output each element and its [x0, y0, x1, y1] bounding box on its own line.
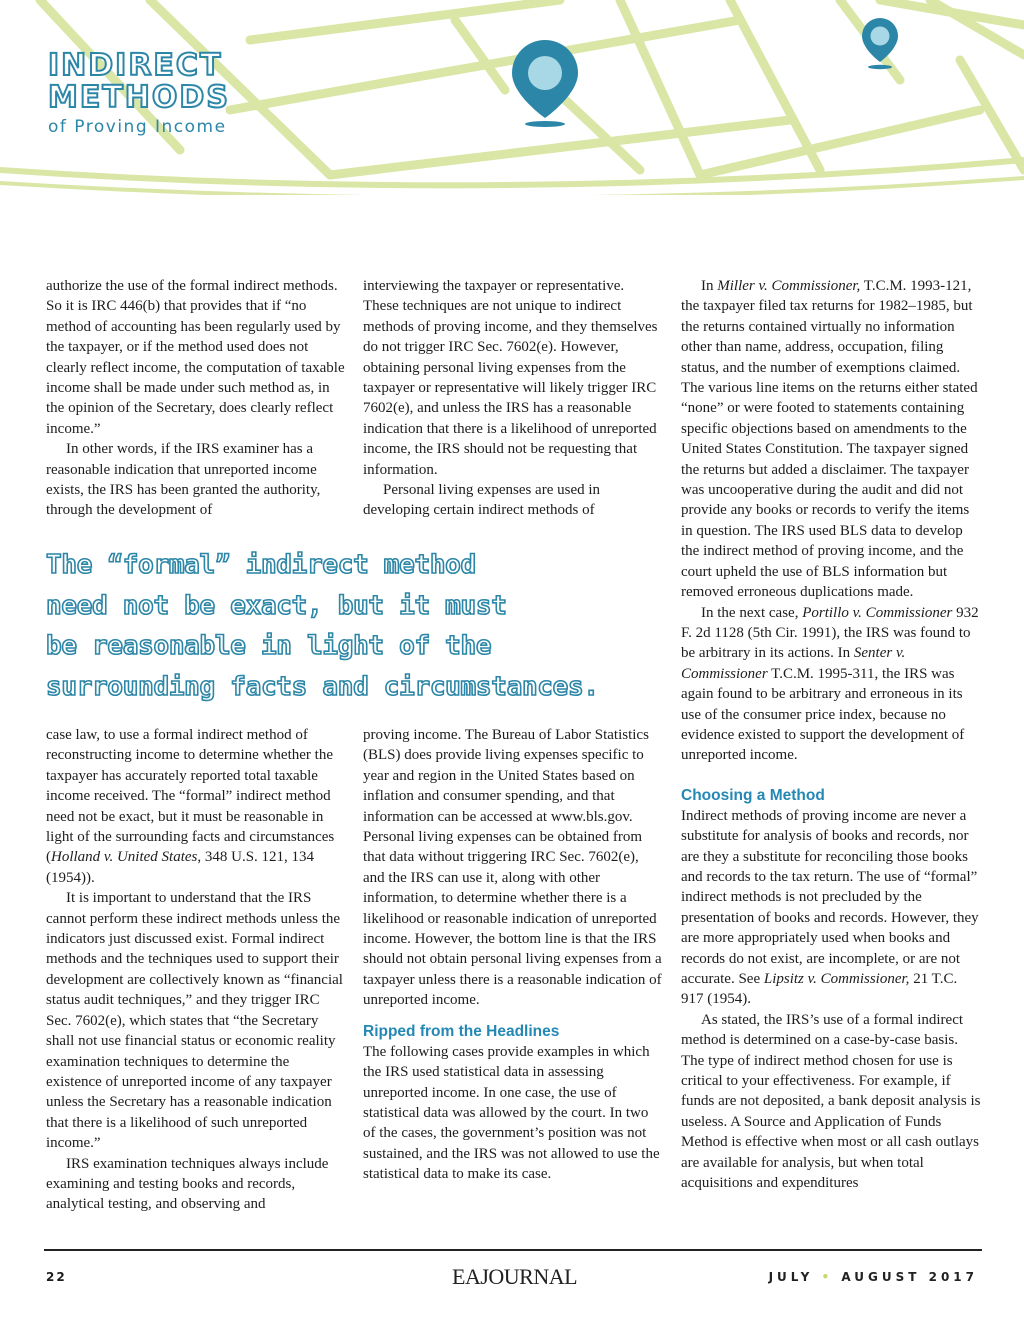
text-run: In the next case, — [701, 604, 803, 621]
footer-divider — [44, 1249, 982, 1251]
case-citation: Senter v. Commissioner — [681, 645, 906, 682]
text-run: 932 F. 2d 1128 (5th Cir. 1991), the IRS was found to be arbitrary in its actions. In — [681, 604, 979, 662]
column-1-bottom — [46, 725, 346, 1215]
text-run: Indirect methods of proving income are never a substitute for analysis of books and records, nor are they a substitute for reconciling those books and records to the tax return. The use of “formal” indirect methods is not precluded by the presentation of books and records. However, they are more appropriately used when books and records do not exist, are incomplete, or are not accurate. See — [681, 807, 979, 987]
issue-date — [769, 1270, 978, 1284]
page-number: 22 — [46, 1270, 67, 1284]
case-citation: Portillo v. Commissioner — [802, 604, 953, 621]
paragraph: authorize the use of the formal indirect methods. So it is IRC 446(b) that provides that if “no method of accounting has been regularly used by the taxpayer, or if the method used does not clearly reflect income, the computation of taxable income shall be made under such method as, in the opinion of the Secretary, does clearly reflect income.” — [46, 278, 345, 437]
section-heading: Choosing a Method — [681, 786, 825, 804]
pull-quote-line: be reasonable in light of the — [46, 631, 492, 661]
header-banner — [0, 0, 1024, 195]
large-map-pin-icon — [512, 40, 578, 127]
text-run: 21 T.C. 917 (1954). — [681, 971, 958, 1008]
separator-dot: • — [821, 1270, 834, 1284]
paragraph: Personal living expenses are used in developing certain indirect methods of — [363, 482, 601, 519]
journal-logo: EAJOURNAL — [452, 1264, 578, 1289]
pull-quote — [46, 545, 676, 707]
paragraph — [681, 806, 981, 1010]
pull-quote-line: surrounding facts and circumstances. — [46, 671, 599, 702]
logo-title-line2: METHODS — [48, 80, 230, 115]
text-run: In — [701, 278, 718, 294]
column-2-bottom — [363, 725, 663, 1185]
pull-quote-line: The “formal” indirect method — [46, 550, 476, 580]
logo-title-line1: INDIRECT — [48, 48, 223, 83]
paragraph: proving income. The Bureau of Labor Statistics (BLS) does provide living expenses specific to year and region in the United States based on inflation and consumer spending, and that information can be accessed at www.bls.gov. Personal living expenses can be obtained from that data without triggering IRC Sec. 7602(e), and the IRS can use it, along with other information, to determine whether there is a likelihood or reasonable indication of unreported income. However, the bottom line is that the IRS should not obtain personal living expenses from a taxpayer unless there is a reasonable indication of unreported income. — [363, 727, 662, 1009]
text-run: T.C.M. 1993-121, the taxpayer filed tax returns for 1982–1985, but the returns contained virtually no information other than name, address, occupation, filing status, and the number of exemptions claimed. The various line items on the returns either stated “none” or were footed to statements containing specific objections based on amendments to the United States Constitution. The taxpayer signed the returns but added a disclaimer. The taxpayer was uncooperative during the audit and did not provide any books or records to verify the items in question. The IRS used BLS data to develop the indirect method of proving income, and the court upheld the use of BLS information but removed erroneous duplications made. — [681, 278, 978, 601]
paragraph: It is important to understand that the IRS cannot perform these indirect methods unless the indicators just discussed exist. Formal indirect methods and the techniques used to support their development are collectively known as “financial status audit techniques,” and they trigger IRC Sec. 7602(e), which states that “the Secretary shall not use financial status or economic reality examination techniques to determine the existence of unreported income of any taxpayer unless the Secretary has a reasonable indication that there is a likelihood of such unreported income.” — [46, 890, 343, 1152]
column-2-top — [363, 276, 663, 521]
text-run: , 348 U.S. 121, 134 (1954)). — [46, 849, 315, 886]
logo-subtitle: of Proving Income — [48, 117, 227, 137]
section-logo — [48, 50, 230, 137]
text-run: case law, to use a formal indirect method of reconstructing income to determine whether the taxpayer has accurately reported total taxable income received. The “formal” indirect method need not be exact, but it must be reasonable in light of the surrounding facts and circumstances ( — [46, 727, 335, 866]
case-citation: Miller v. Commissioner, — [717, 278, 861, 294]
case-citation: Holland v. United States — [51, 849, 198, 866]
paragraph: interviewing the taxpayer or representative. These techniques are not unique to indirect methods of proving income, and they themselves do not trigger IRC Sec. 7602(e). However, obtaining personal living expenses from the taxpayer or representative will likely trigger IRC 7602(e), and unless the IRS has a reasonable indication that there is a likelihood of unreported income, the IRS should not be requesting that information. — [363, 278, 658, 478]
paragraph — [681, 603, 981, 766]
column-3 — [681, 276, 981, 1193]
small-map-pin-icon — [862, 18, 898, 69]
section-heading: Ripped from the Headlines — [363, 1022, 560, 1040]
text-run: T.C.M. 1995-311, the IRS was again found to be arbitrary and erroneous in its use of the consumer price index, because no evidence existed to support the development of unreported income. — [681, 665, 965, 764]
issue-month-2: AUGUST 2017 — [841, 1270, 978, 1284]
paragraph: As stated, the IRS’s use of a formal indirect method is determined on a case-by-case basis. The type of indirect method chosen for use is critical to your effectiveness. For example, if funds are not deposited, a bank deposit analysis is useless. A Source and Application of Funds Method is effective when most or all cash outlays are available for analysis, but when total acquisitions and expenditures — [681, 1011, 981, 1192]
paragraph: IRS examination techniques always include examining and testing books and records, analytical testing, and observing and — [46, 1155, 329, 1213]
paragraph: The following cases provide examples in which the IRS used statistical data in assessing unreported income. In one case, the use of statistical data was allowed by the court. In two of the cases, the government’s position was not sustained, and the IRS was not allowed to use the statistical data to make its case. — [363, 1043, 660, 1183]
paragraph — [681, 276, 981, 603]
case-citation: Lipsitz v. Commissioner, — [763, 971, 910, 987]
pull-quote-line: need not be exact, but it must — [46, 590, 507, 621]
paragraph — [46, 725, 346, 888]
paragraph: In other words, if the IRS examiner has a reasonable indication that unreported income exists, the IRS has been granted the authority, through the development of — [46, 441, 321, 519]
column-1-top — [46, 276, 346, 521]
issue-month-1: JULY — [768, 1270, 814, 1284]
